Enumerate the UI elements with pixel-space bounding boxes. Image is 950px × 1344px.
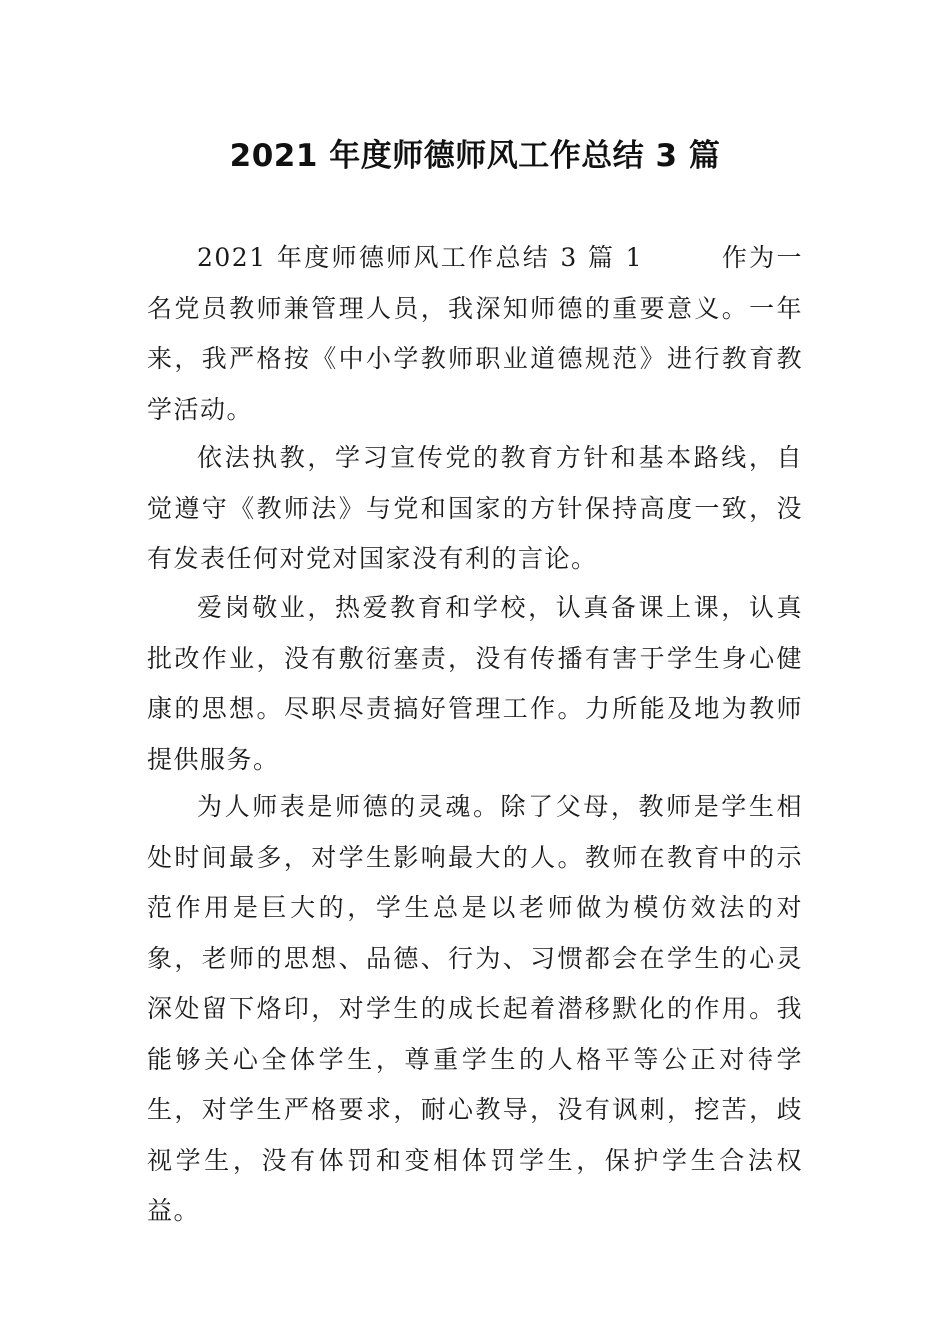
paragraph-2: 依法执教，学习宣传党的教育方针和基本路线，自觉遵守《教师法》与党和国家的方针保持高度一致，没有发表任何对党对国家没有利的言论。	[147, 443, 803, 573]
paragraph-1-heading: 2021 年度师德师风工作总结 3 篇 1	[197, 243, 644, 272]
paragraph-4: 为人师表是师德的灵魂。除了父母，教师是学生相处时间最多，对学生影响最大的人。教师在教育中的示范作用是巨大的，学生总是以老师做为模仿效法的对象，老师的思想、品德、行为、习惯都会在学生的心灵深处留下烙印，对学生的成长起着潜移默化的作用。我能够关心全体学生，尊重学生的人格平等公正对待学生，对学生严格要求，耐心教导，没有讽刺，挖苦，歧视学生，没有体罚和变相体罚学生，保护学生合法权益。	[147, 792, 803, 1225]
paragraph-1	[147, 233, 803, 435]
paragraph-1-text: 作为一名党员教师兼管理人员，我深知师德的重要意义。一年来，我严格按《中小学教师职业道德规范》进行教育教学活动。	[147, 243, 803, 424]
paragraph-3: 爱岗敬业，热爱教育和学校，认真备课上课，认真批改作业，没有敷衍塞责，没有传播有害于学生身心健康的思想。尽职尽责搞好管理工作。力所能及地为教师提供服务。	[147, 593, 803, 774]
document-title: 2021 年度师德师风工作总结 3 篇	[229, 138, 721, 174]
